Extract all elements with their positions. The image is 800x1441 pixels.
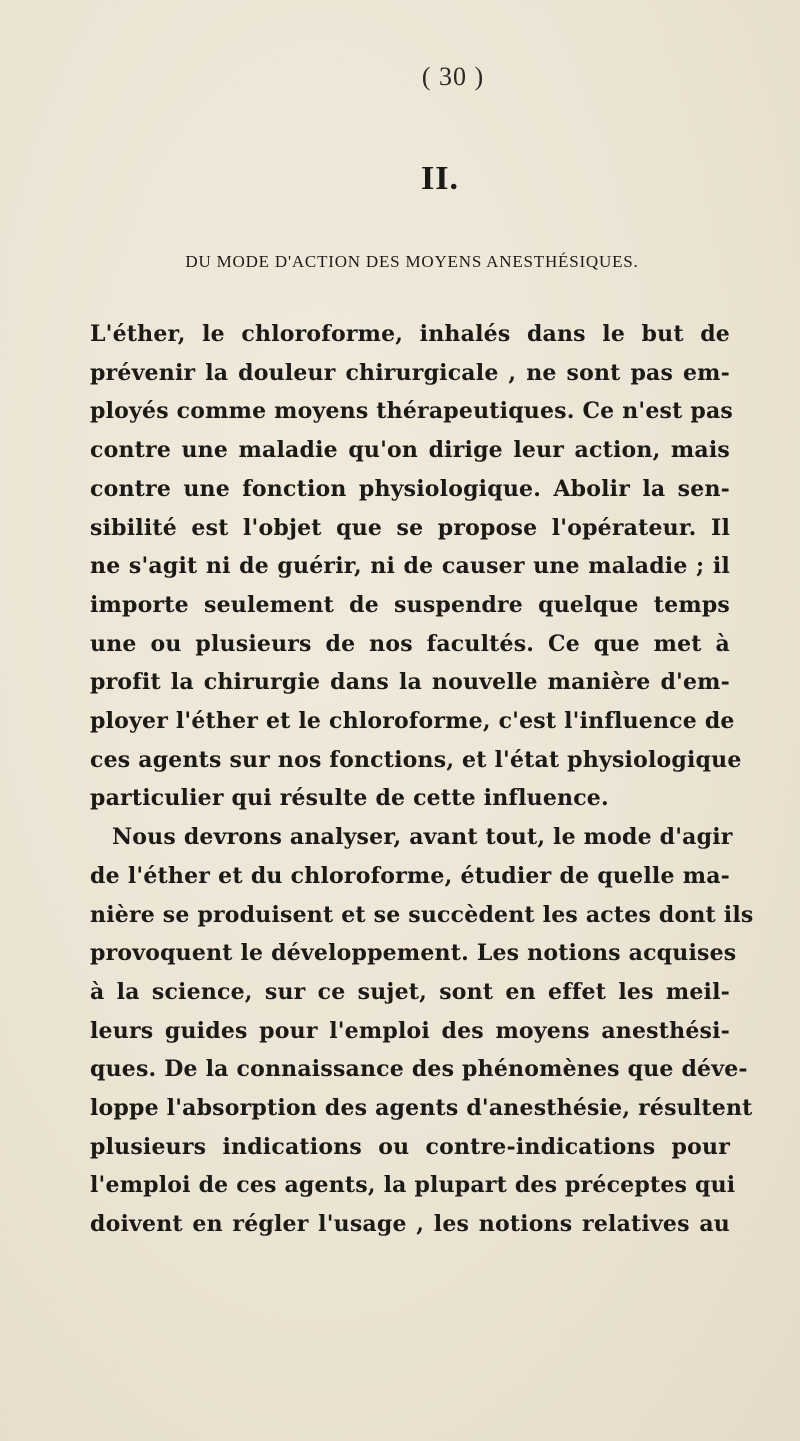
section-numeral: II. bbox=[421, 160, 459, 197]
text-line: à la science, sur ce sujet, sont en effet les meil- bbox=[90, 978, 730, 1005]
paragraph-1 bbox=[90, 315, 742, 818]
text-line: l'emploi de ces agents, la plupart des préceptes qui bbox=[90, 1172, 736, 1199]
text-line: une ou plusieurs de nos facultés. Ce que met à bbox=[90, 630, 730, 657]
text-line: plusieurs indications ou contre-indications pour bbox=[90, 1133, 730, 1160]
text-line: ces agents sur nos fonctions, et l'état physiologique bbox=[90, 746, 742, 773]
text-line: doivent en régler l'usage , les notions relatives au bbox=[90, 1211, 730, 1238]
text-line: ne s'agit ni de guérir, ni de causer une maladie ; il bbox=[90, 553, 730, 580]
text-line: de l'éther et du chloroforme, étudier de quelle ma- bbox=[90, 862, 730, 889]
text-line: sibilité est l'objet que se propose l'opérateur. Il bbox=[90, 514, 730, 541]
text-line: ques. De la connaissance des phénomènes que déve- bbox=[90, 1056, 748, 1083]
text-line: provoquent le développement. Les notions acquises bbox=[90, 940, 737, 967]
text-line: leurs guides pour l'emploi des moyens anesthési- bbox=[90, 1017, 730, 1044]
text-line: contre une maladie qu'on dirige leur action, mais bbox=[90, 437, 730, 464]
paragraph-2 bbox=[90, 818, 754, 1244]
text-line: profit la chirurgie dans la nouvelle manière d'em- bbox=[90, 669, 730, 696]
text-line: ployer l'éther et le chloroforme, c'est l'influence de bbox=[90, 708, 735, 735]
text-line: particulier qui résulte de cette influence. bbox=[90, 785, 609, 812]
text-line: Nous devrons analyser, avant tout, le mode d'agir bbox=[112, 824, 733, 851]
page-number: ( 30 ) bbox=[421, 62, 485, 91]
text-line: nière se produisent et se succèdent les actes dont ils bbox=[90, 901, 754, 928]
text-line: L'éther, le chloroforme, inhalés dans le but de bbox=[90, 321, 730, 347]
section-title: DU MODE D'ACTION DES MOYENS ANESTHÉSIQUES. bbox=[185, 252, 639, 271]
text-line: loppe l'absorption des agents d'anesthésie, résultent bbox=[90, 1095, 753, 1122]
text-line: contre une fonction physiologique. Abolir la sen- bbox=[90, 475, 730, 502]
text-line: prévenir la douleur chirurgicale , ne sont pas em- bbox=[90, 359, 730, 386]
body-text bbox=[90, 315, 754, 1244]
text-line: importe seulement de suspendre quelque temps bbox=[90, 591, 730, 618]
text-line: ployés comme moyens thérapeutiques. Ce n'est pas bbox=[90, 398, 733, 425]
